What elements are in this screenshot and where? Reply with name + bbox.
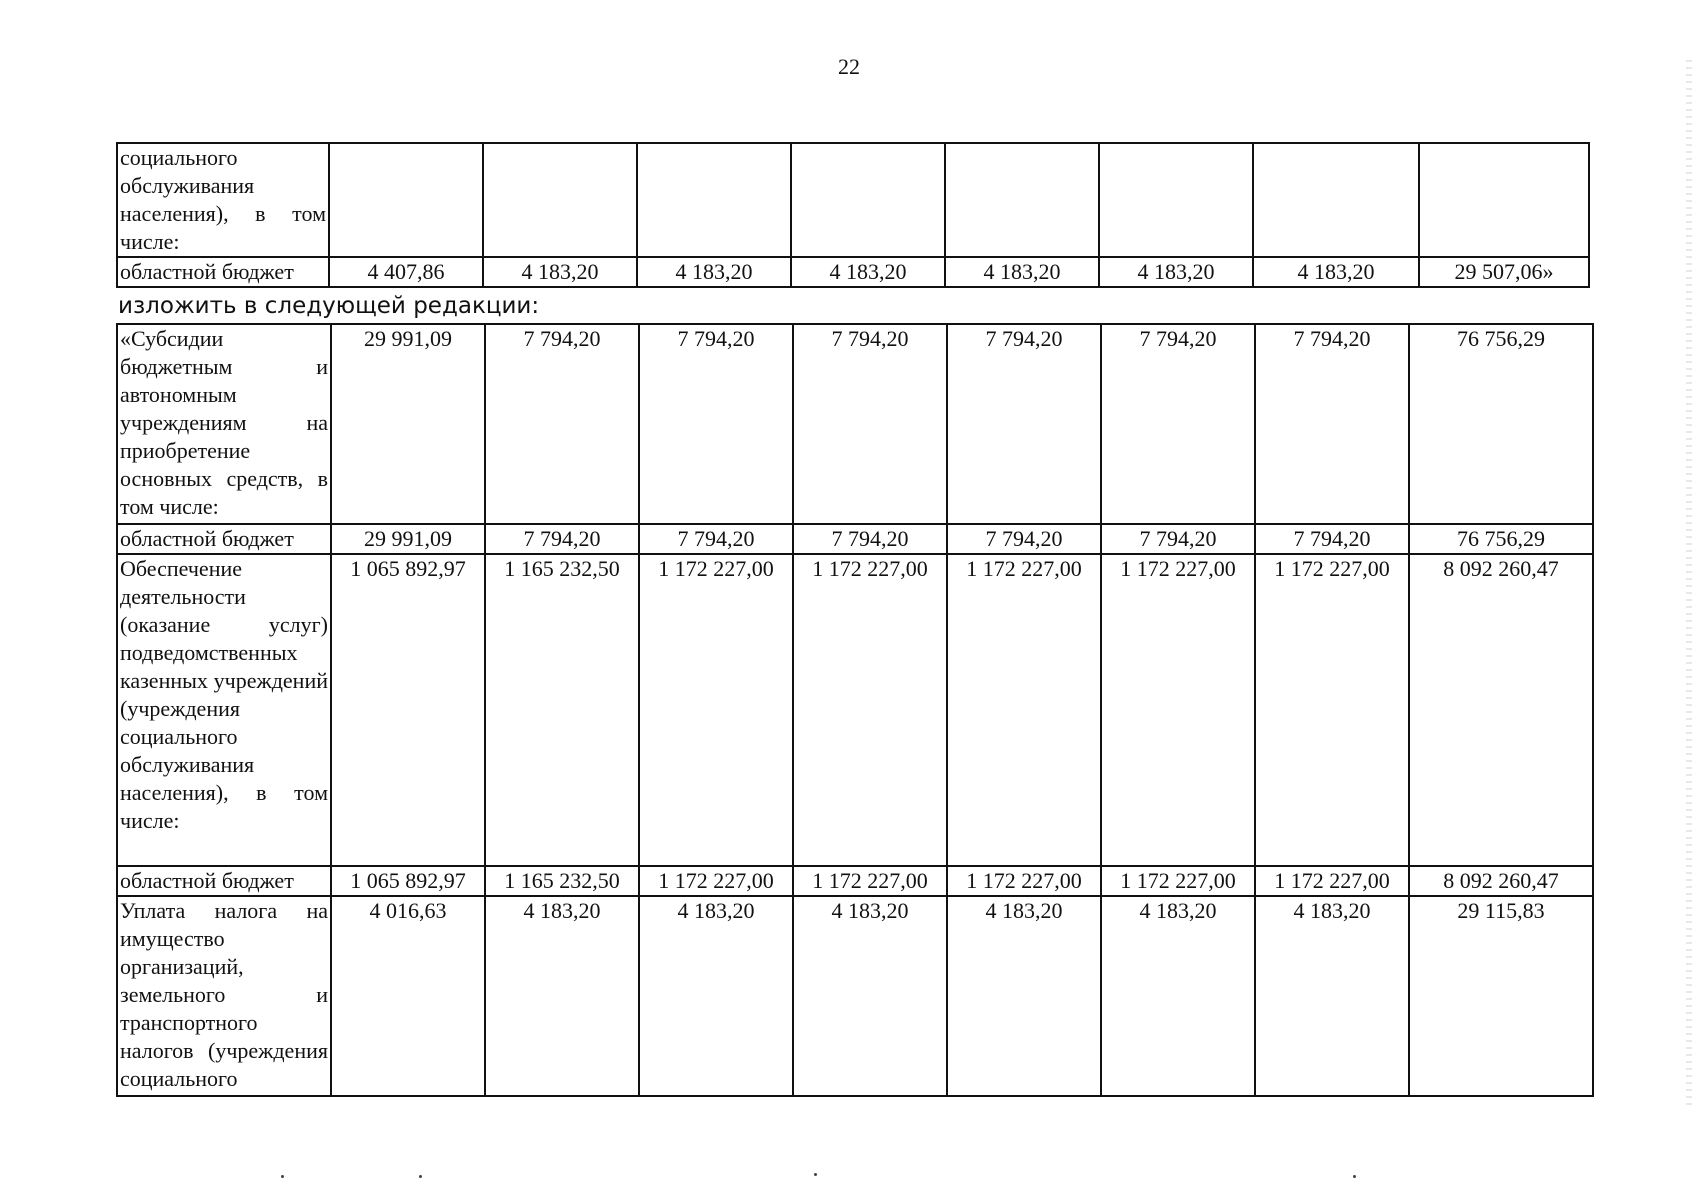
value-cell: 29 991,09 [331, 324, 485, 524]
value-cell: 4 183,20 [791, 257, 945, 287]
scan-speck [1353, 1175, 1356, 1178]
value-cell: 29 507,06» [1419, 257, 1589, 287]
value-cell: 7 794,20 [1101, 524, 1255, 554]
value-cell: 76 756,29 [1409, 524, 1593, 554]
scan-edge-noise [1686, 60, 1692, 1110]
value-cell: 7 794,20 [1101, 324, 1255, 524]
value-cell: 4 183,20 [1099, 257, 1253, 287]
value-cell: 29 115,83 [1409, 896, 1593, 1096]
value-cell: 4 183,20 [1253, 257, 1419, 287]
value-cell: 4 183,20 [947, 896, 1101, 1096]
value-cell [1253, 143, 1419, 257]
value-cell: 7 794,20 [639, 324, 793, 524]
value-cell [483, 143, 637, 257]
scan-speck [281, 1175, 284, 1178]
row-label: Уплата налога на имущество организаций, земельного и транспортного налогов (учреждения социального [117, 896, 331, 1096]
value-cell: 4 183,20 [485, 896, 639, 1096]
value-cell: 1 172 227,00 [1255, 554, 1409, 866]
value-cell: 1 172 227,00 [639, 554, 793, 866]
value-cell: 4 183,20 [637, 257, 791, 287]
value-cell: 4 407,86 [329, 257, 483, 287]
value-cell: 1 172 227,00 [947, 866, 1101, 896]
row-label: «Субсидии бюджетным и автономным учреждениям на приобретение основных средств, в том числе: [117, 324, 331, 524]
value-cell: 7 794,20 [639, 524, 793, 554]
value-cell: 1 172 227,00 [1101, 866, 1255, 896]
value-cell: 1 172 227,00 [639, 866, 793, 896]
value-cell: 4 183,20 [483, 257, 637, 287]
budget-table-new [116, 323, 1594, 1097]
value-cell [945, 143, 1099, 257]
value-cell: 1 065 892,97 [331, 866, 485, 896]
value-cell: 1 172 227,00 [1101, 554, 1255, 866]
value-cell: 4 183,20 [1255, 896, 1409, 1096]
row-label: социального обслуживания населения), в том числе: [117, 143, 329, 257]
value-cell: 1 165 232,50 [485, 554, 639, 866]
value-cell: 7 794,20 [947, 324, 1101, 524]
value-cell: 7 794,20 [485, 324, 639, 524]
value-cell: 7 794,20 [947, 524, 1101, 554]
section-heading: изложить в следующей редакции: [118, 293, 540, 319]
value-cell: 1 172 227,00 [793, 866, 947, 896]
value-cell: 7 794,20 [793, 324, 947, 524]
value-cell: 7 794,20 [1255, 324, 1409, 524]
table-row [117, 896, 1593, 1096]
table-row [117, 324, 1593, 524]
value-cell: 4 183,20 [793, 896, 947, 1096]
value-cell [1099, 143, 1253, 257]
value-cell: 1 172 227,00 [1255, 866, 1409, 896]
scan-speck [419, 1175, 422, 1178]
value-cell: 4 183,20 [945, 257, 1099, 287]
value-cell: 7 794,20 [485, 524, 639, 554]
value-cell: 4 016,63 [331, 896, 485, 1096]
row-label: Обеспечение деятельности (оказание услуг) подведомственных казенных учреждений (учреждения социального обслуживания населения), в том числе: [117, 554, 331, 866]
value-cell: 1 172 227,00 [793, 554, 947, 866]
value-cell [1419, 143, 1589, 257]
value-cell: 1 172 227,00 [947, 554, 1101, 866]
row-label: областной бюджет [117, 866, 331, 896]
value-cell [329, 143, 483, 257]
budget-table-previous [116, 142, 1590, 288]
value-cell: 4 183,20 [1101, 896, 1255, 1096]
table-row [117, 524, 1593, 554]
value-cell: 29 991,09 [331, 524, 485, 554]
row-label: областной бюджет [117, 524, 331, 554]
table-row [117, 257, 1589, 287]
table-row [117, 866, 1593, 896]
value-cell: 7 794,20 [793, 524, 947, 554]
value-cell: 1 065 892,97 [331, 554, 485, 866]
value-cell: 7 794,20 [1255, 524, 1409, 554]
page-number: 22 [838, 54, 860, 79]
table-row [117, 143, 1589, 257]
row-label: областной бюджет [117, 257, 329, 287]
scan-speck [814, 1173, 817, 1176]
value-cell: 76 756,29 [1409, 324, 1593, 524]
value-cell [791, 143, 945, 257]
value-cell: 8 092 260,47 [1409, 554, 1593, 866]
value-cell: 1 165 232,50 [485, 866, 639, 896]
table-row [117, 554, 1593, 866]
value-cell [637, 143, 791, 257]
value-cell: 4 183,20 [639, 896, 793, 1096]
value-cell: 8 092 260,47 [1409, 866, 1593, 896]
